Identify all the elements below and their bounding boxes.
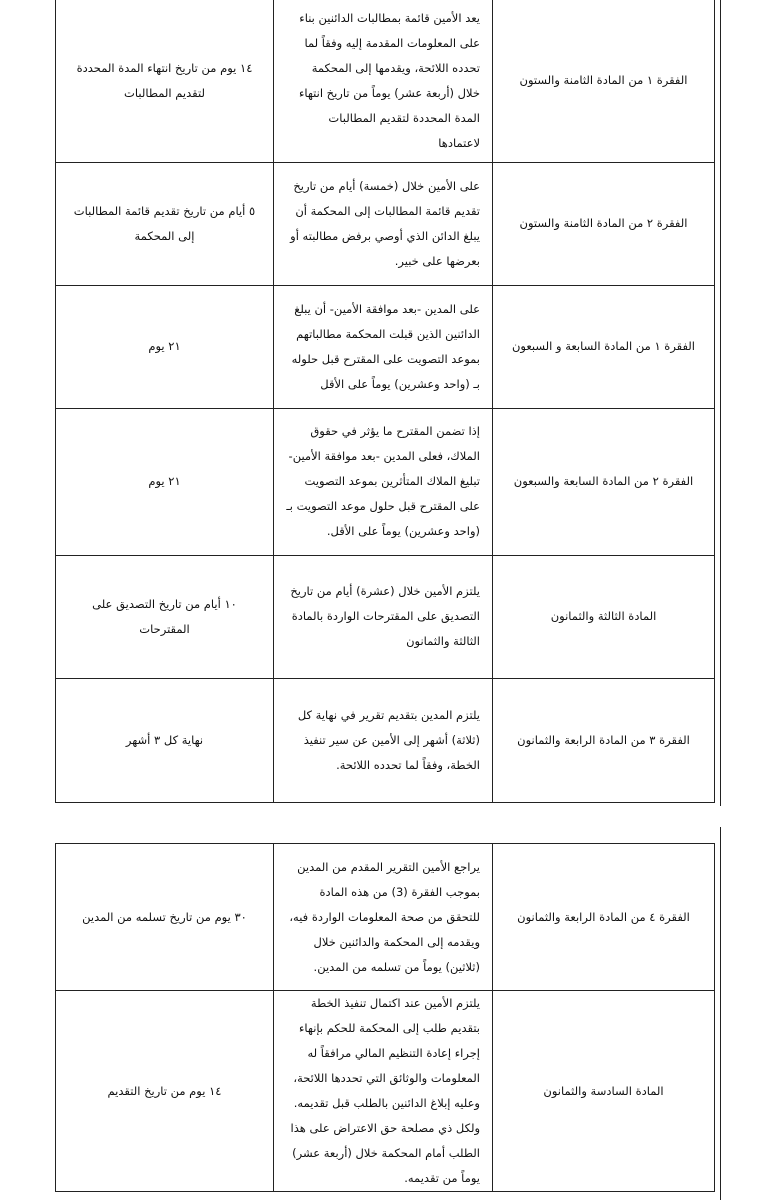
table-row bbox=[56, 844, 715, 991]
period-text: ٢١ يوم bbox=[148, 474, 181, 488]
period-cell bbox=[56, 162, 274, 285]
period-cell bbox=[56, 408, 274, 555]
provision-text-cell bbox=[274, 555, 493, 678]
article-reference: الفقرة ٢ من المادة السابعة والسبعون bbox=[513, 474, 694, 488]
article-reference-cell bbox=[493, 162, 715, 285]
provision-text-cell bbox=[274, 408, 493, 555]
provision-text-cell bbox=[274, 991, 493, 1192]
article-reference-cell bbox=[493, 991, 715, 1192]
article-reference-cell bbox=[493, 678, 715, 802]
table-row bbox=[56, 0, 715, 162]
article-reference-cell bbox=[493, 0, 715, 162]
article-reference: الفقرة ٤ من المادة الرابعة والثمانون bbox=[517, 909, 690, 924]
table-row bbox=[56, 285, 715, 408]
period-cell bbox=[56, 0, 274, 162]
deadlines-table-part-2 bbox=[55, 843, 715, 1192]
provision-text-cell bbox=[274, 162, 493, 285]
table-row bbox=[56, 678, 715, 802]
article-reference: الفقرة ١ من المادة السابعة و السبعون bbox=[511, 339, 696, 353]
provision-text-cell bbox=[274, 0, 493, 162]
table-row bbox=[56, 555, 715, 678]
period-cell bbox=[56, 555, 274, 678]
article-reference-cell bbox=[493, 408, 715, 555]
article-reference: المادة السادسة والثمانون bbox=[543, 1083, 664, 1098]
page-right-border bbox=[720, 0, 721, 806]
provision-text: يلتزم المدين بتقديم تقرير في نهاية كل (ثلاثة) أشهر إلى الأمين عن سير تنفيذ الخطة، وفقاً لما تحدده اللائحة. bbox=[297, 707, 480, 772]
period-text: ٢١ يوم bbox=[148, 339, 181, 353]
provision-text: يعد الأمين قائمة بمطالبات الدائنين بناء على المعلومات المقدمة إليه وفقاً لما تحدده اللائحة، ويقدمها إلى المحكمة خلال (أربعة عشر) يوماً من تاريخ انتهاء المدة المحددة لتقديم المطالبات لاعتمادها bbox=[298, 10, 480, 150]
table-row bbox=[56, 162, 715, 285]
provision-text: على الأمين خلال (خمسة) أيام من تاريخ تقديم قائمة المطالبات إلى المحكمة أن يبلغ الدائن الذي أوصي برفض مطالبته أو بعرضها على خبير. bbox=[290, 178, 480, 268]
provision-text: على المدين -بعد موافقة الأمين- أن يبلغ الدائنين الذين قبلت المحكمة مطالباتهم بموعد التصويت على المقترح قبل حلوله بـ (واحد وعشرين) يوماً على الأقل bbox=[291, 301, 480, 391]
article-reference: الفقرة ١ من المادة الثامنة والستون bbox=[519, 73, 688, 88]
article-reference-cell bbox=[493, 555, 715, 678]
provision-text-cell bbox=[274, 678, 493, 802]
provision-text: يراجع الأمين التقرير المقدم من المدين بموجب الفقرة (3) من هذه المادة للتحقق من صحة المعلومات الواردة فيه، ويقدمه إلى المحكمة والدائنين خلال (ثلاثين) يوماً من تسلمه من المدين. bbox=[289, 859, 480, 974]
period-cell bbox=[56, 678, 274, 802]
period-text: ١٤ يوم من تاريخ التقديم bbox=[107, 1083, 222, 1098]
provision-text: يلتزم الأمين خلال (عشرة) أيام من تاريخ التصديق على المقترحات الواردة بالمادة الثالثة والثمانون bbox=[290, 584, 480, 648]
table-row bbox=[56, 991, 715, 1192]
period-cell bbox=[56, 285, 274, 408]
provision-text-cell bbox=[274, 285, 493, 408]
provision-text: إذا تضمن المقترح ما يؤثر في حقوق الملاك، فعلى المدين -بعد موافقة الأمين- تبليغ الملاك المتأثرين بموعد التصويت على المقترح قبل حلول موعد التصويت بـ (واحد وعشرين) يوماً على الأقل. bbox=[286, 424, 480, 538]
page-right-border bbox=[720, 827, 721, 1200]
period-text: ٣٠ يوم من تاريخ تسلمه من المدين bbox=[82, 909, 247, 924]
period-text: ٥ أيام من تاريخ تقديم قائمة المطالبات إلى المحكمة bbox=[73, 203, 256, 243]
period-text: ١٤ يوم من تاريخ انتهاء المدة المحددة لتقديم المطالبات bbox=[76, 60, 253, 100]
period-cell bbox=[56, 991, 274, 1192]
period-text: ١٠ أيام من تاريخ التصديق على المقترحات bbox=[92, 596, 237, 636]
deadlines-table-part-1 bbox=[55, 0, 715, 803]
article-reference-cell bbox=[493, 285, 715, 408]
article-reference: الفقرة ٣ من المادة الرابعة والثمانون bbox=[517, 732, 690, 747]
article-reference: المادة الثالثة والثمانون bbox=[550, 609, 657, 623]
period-cell bbox=[56, 844, 274, 991]
provision-text-cell bbox=[274, 844, 493, 991]
period-text: نهاية كل ٣ أشهر bbox=[125, 732, 204, 747]
article-reference: الفقرة ٢ من المادة الثامنة والستون bbox=[519, 216, 688, 230]
article-reference-cell bbox=[493, 844, 715, 991]
table-row bbox=[56, 408, 715, 555]
provision-text: يلتزم الأمين عند اكتمال تنفيذ الخطة بتقديم طلب إلى المحكمة للحكم بإنهاء إجراء إعادة التنظيم المالي مرافقاً له المعلومات والوثائق التي تحددها اللائحة، وعليه إبلاغ الدائنين بالطلب قبل تقديمه. ولكل ذي مصلحة حق الاعتراض على هذا الطلب أمام المحكمة خلال (أربعة عشر) يوماً من تقديمه. bbox=[290, 996, 480, 1185]
